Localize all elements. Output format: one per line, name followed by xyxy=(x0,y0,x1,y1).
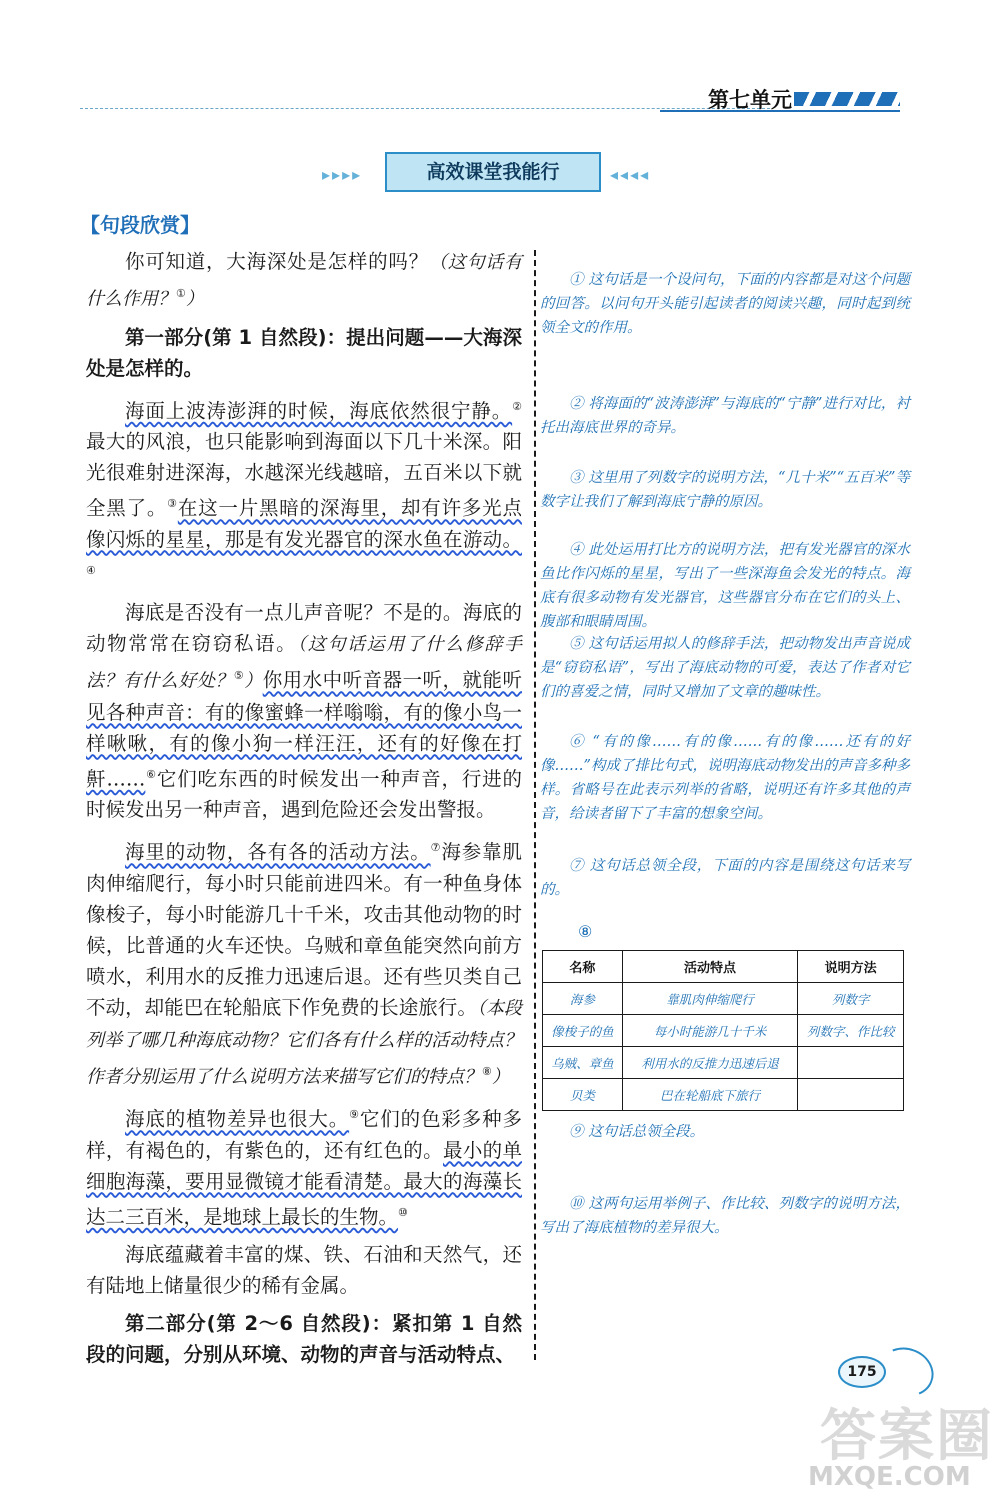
paragraph-7: 海底蕴藏着丰富的煤、铁、石油和天然气，还有陆地上储量很少的稀有金属。 xyxy=(86,1243,522,1297)
paragraph-part2-summary: 第二部分(第 2～6 自然段)：紧扣第 1 自然段的问题，分别从环境、动物的声音与活动特点、 xyxy=(86,1312,522,1366)
table-cell: 海参 xyxy=(543,983,623,1015)
table-marker: ⑧ xyxy=(578,922,593,941)
header-underline xyxy=(660,110,900,112)
note-5: ⑤ 这句话运用拟人的修辞手法，把动物发出声音说成是“窃窃私语”，写出了海底动物的可爱，表达了作者对它们的喜爱之情，同时又增加了文章的趣味性。 xyxy=(540,636,910,700)
note-10: ⑩ 这两句运用举例子、作比较、列数字的说明方法，写出了海底植物的差异很大。 xyxy=(540,1196,910,1236)
table-cell: 列数字、作比较 xyxy=(798,1015,904,1047)
section-banner: 高效课堂我能行 xyxy=(385,152,601,192)
paragraph-part1-summary: 第一部分(第 1 自然段)：提出问题——大海深处是怎样的。 xyxy=(86,325,522,380)
table-cell: 巴在轮船底下旅行 xyxy=(622,1079,797,1111)
header-stripes xyxy=(794,92,900,106)
paragraph-5: 海里的动物，各有各的活动方法。⑦海参靠肌肉伸缩爬行，每小时只能前进四米。有一种鱼身体像梭子，每小时能游几十千米，攻击其他动物的时候，比普通的火车还快。乌贼和章鱼能突然向前方喷水，利用水的反推力迅速后退。还有些贝类自己不动，却能巴在轮船底下作免费的长途旅行。（本段列举了哪几种海底动物？它们各有什么样的活动特点？作者分别运用了什么说明方法来描写它们的特点？⑧） xyxy=(86,840,522,1087)
note-1: ① 这句话是一个设问句，下面的内容都是对这个问题的回答。以问句开头能引起读者的阅读兴趣，同时起到统领全文的作用。 xyxy=(540,272,910,336)
watermark-logo: 答案圈 xyxy=(820,1404,994,1469)
note-4: ④ 此处运用打比方的说明方法，把有发光器官的深水鱼比作闪烁的星星，写出了一些深海鱼会发光的特点。海底有很多动物有发光器官，这些器官分布在它们的头上、腹部和眼睛周围。 xyxy=(540,542,910,630)
main-text-column xyxy=(86,246,522,1370)
table-header-cell: 活动特点 xyxy=(622,951,797,983)
table-header-cell: 名称 xyxy=(543,951,623,983)
note-6: ⑥ “有的像……有的像……有的像……还有的好像……”构成了排比句式，说明海底动物发出的声音多种多样。省略号在此表示列举的省略，说明还有许多其他的声音，给读者留下了丰富的想象空间。 xyxy=(540,734,910,822)
note-9: ⑨ 这句话总领全段。 xyxy=(569,1124,705,1140)
section-label: 【句段欣赏】 xyxy=(80,213,200,237)
table-cell xyxy=(798,1047,904,1079)
animal-activity-table xyxy=(542,950,904,1111)
table-cell: 像梭子的鱼 xyxy=(543,1015,623,1047)
unit-title: 第七单元 xyxy=(708,88,792,112)
unit-header xyxy=(80,80,920,120)
table-cell: 乌贼、章鱼 xyxy=(543,1047,623,1079)
table-cell: 贝类 xyxy=(543,1079,623,1111)
page-number: 175 xyxy=(838,1356,886,1388)
table-header-cell: 说明方法 xyxy=(798,951,904,983)
table-cell: 每小时能游几十千米 xyxy=(622,1015,797,1047)
paragraph-6: 海底的植物差异也很大。⑨它们的色彩多种多样，有褐色的，有紫色的，还有红色的。最小的单细胞海藻，要用显微镜才能看清楚。最大的海藻长达二三百米，是地球上最长的生物。⑩ xyxy=(86,1107,522,1228)
table-row xyxy=(543,1079,904,1111)
table-row xyxy=(543,1047,904,1079)
watermark-url: MXQE.COM xyxy=(808,1462,971,1492)
note-7: ⑦ 这句话总领全段，下面的内容是围绕这句话来写的。 xyxy=(540,858,910,898)
table-cell: 靠肌肉伸缩爬行 xyxy=(622,983,797,1015)
table-row xyxy=(543,983,904,1015)
header-dashed-rule xyxy=(80,108,770,109)
paragraph-4: 海底是否没有一点儿声音呢？不是的。海底的动物常常在窃窃私语。（这句话运用了什么修辞手法？有什么好处？⑤）你用水中听音器一听，就能听见各种声音：有的像蜜蜂一样嗡嗡，有的像小鸟一样啾啾，有的像小狗一样汪汪，还有的好像在打鼾……⑥它们吃东西的时候发出一种声音，行进的时候发出另一种声音，遇到危险还会发出警报。 xyxy=(86,601,522,821)
paragraph-3: 海面上波涛澎湃的时候，海底依然很宁静。②最大的风浪，也只能影响到海面以下几十米深。阳光很难射进深海，水越深光线越暗，五百米以下就全黑了。③在这一片黑暗的深海里，却有许多光点像闪烁的星星，那是有发光器官的深水鱼在游动。④ xyxy=(86,399,522,577)
column-divider xyxy=(534,250,536,1360)
banner-left-wing-icon: ▸▸▸▸ xyxy=(322,165,363,184)
table-cell: 利用水的反推力迅速后退 xyxy=(622,1047,797,1079)
table-cell: 列数字 xyxy=(798,983,904,1015)
table-row xyxy=(543,1015,904,1047)
note-2: ② 将海面的“波涛澎湃”与海底的“宁静”进行对比，衬托出海底世界的奇异。 xyxy=(540,396,910,436)
banner-right-wing-icon: ◂◂◂◂ xyxy=(610,165,651,184)
paragraph-1: 你可知道，大海深处是怎样的吗？（这句话有什么作用？①） xyxy=(86,250,522,310)
table-header-row xyxy=(543,951,904,983)
note-3: ③ 这里用了列数字的说明方法，“几十米”“五百米”等数字让我们了解到海底宁静的原因。 xyxy=(540,470,910,510)
table-cell xyxy=(798,1079,904,1111)
